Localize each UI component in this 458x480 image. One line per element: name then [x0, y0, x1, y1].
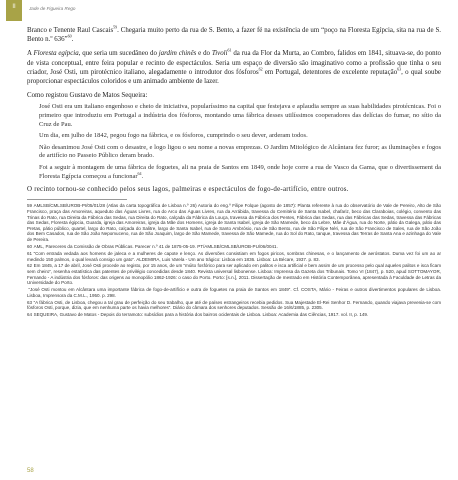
- footnote-text: SEQUEIRA, Gustavo de Matos - Depois do terramoto: subsídios para a história dos bairros ocidentais de Lisboa. Lisboa: Academia das Ciências, 1917. vol. II, p. 149.: [33, 312, 369, 318]
- quote-paragraph-3: Não desanimou José Osti com o desastre, e logo ligou o seu nome a novas emprezas. O Jardim Mitológico de Alcântara fez furor; as iluminações e fogos de artifício no Passeio Público deram brado.: [39, 143, 441, 160]
- p2-text-a: A: [27, 50, 34, 58]
- footnote-text: “Com entrada vedada aos homens de jaleca e a mulheres de capote e lenço. As diversões consistiam em fogos piricos, sombras chinesas, e o lançamento de aeróstatos. Duma vez foi um ao ar medindo 150 palmos, o qual levará consigo um gato”. ALDEMIRA, Luis Varela - Um ano trágico: Lisboa em 1836. Lisboa: La Bécare, 1937. p. 83.: [27, 250, 441, 262]
- footnote-text: AMLSB/CMLSB/UROB-PI/05/01/28 (Atlas da carta topográfica de Lisboa n.º 26) Autoria do eng.º Filipe Folque (agosto de 1857): Planta referente à rua do observatório de Vale de Pereiro, Alto de São Francisco, praça das Amoreiras, aqueduto das Águas Livres, rua do Arco das Águas Livres, rua da Arrábida, travessa do Cemitério de Santa Isabel, chafariz, beco das Claraboias, colégio, convento das Trinas do Rato, rua Direita da Fábrica das Sedas, rua Direita do Rato, calçada da Fábrica da Louça, travessa da Fábrica dos Pentes, Fábrica das Sedas, rua das Fábricas das Sedas, travessa das Fábricas das Sedas, Floresta égipcia, Guarda, igreja das Amoreiras, igreja da Mãe dos Homens, igreja de Santa Isabel, igreja de São Mamede, beco da Lebre, Mãe d’Água, rua do Norte, pátio da Galega, pátio das Pretas, pátio público, quartel, largo do Rato, calçada do Salitre, largo de Santa Isabel, rua de Santo Ambrósio, rua de São Bento, rua de São Filipe Néri, rua de São Francisco de Sales, rua de São João dos Bem Casados, rua de São João Nepomuceno, rua de São Joaquim, largo de São Mamede, travessa de São Mamede, rua do Sol do Rato, tanque, travessa das Terras de Santa Ana e azinhaga do Vale de Pereira.: [27, 203, 441, 242]
- footnote-number: 62: [27, 263, 33, 269]
- footnote-number: 59: [27, 203, 33, 209]
- footnote-text: Em 1845, a 17 de abril, José Osti procede ao registo, por 15 anos, de um “múito fosfórico para ser aplicado em palitos e isca artificial e bem assim de um processo pelo qual aqueles palitos e isca ficam sem cheiro”, resenha estatística das patentes de privilégio concedidas desde 1840. Revista universal lisbonense. Lisboa: Imprensa da Gazeta dos Tribunais. Tomo VI (1847), p. 520, apud SOTTOMAYOR, Fernando - A indústria dos fósforos: das origens ao monopólio 1862-1926: o caso do Porto. Porto: [s.n.], 2011. Dissertação de mestrado em História Contemporânea, apresentada à Faculdade de Letras da Universidade do Porto.: [27, 263, 441, 286]
- footnote-text: “José Osti montou em Alcântara uma importante fábrica de fogo-de-artifício e outra de foguetes na praia de Santos em 1849”. Cf. COSTA, Mário - Feiras e outros divertimentos populares de Lisboa. Lisboa, Imprensora da C.M.L., 1950. p. 298.: [27, 287, 441, 298]
- footnote-60: [27, 244, 441, 250]
- p2-text-c: e do: [196, 50, 212, 58]
- quote-4-end: .: [141, 172, 144, 180]
- paragraph-2: [27, 49, 441, 86]
- chapter-tab: [6, 0, 22, 21]
- footnote-number: 63: [27, 299, 33, 305]
- p2-text-e: em Portugal, detentores de excelente reputação: [262, 68, 398, 76]
- footnote-62-continued: [27, 287, 441, 298]
- footnote-number: 61: [27, 250, 33, 256]
- paragraph-4: O recinto tornou-se conhecido pelos seus lagos, palmeiras e espectáculos de fogo-de-artifício, entre outros.: [27, 186, 349, 194]
- footnote-59: [27, 203, 441, 242]
- page-header: [0, 0, 458, 20]
- p2-text-f: , o qual soube proporcionar espectáculos coloridos e um animado ambiente de lazer.: [27, 68, 441, 86]
- footnote-ref-64[interactable]: 64: [137, 170, 142, 176]
- p2-text-b: , que seria um sucedâneo do: [78, 50, 159, 58]
- p2-floresta-egipcia: Floresta egípcia: [33, 50, 79, 58]
- footnote-ref-59[interactable]: 59: [113, 24, 118, 30]
- footnote-ref-60[interactable]: 60: [67, 33, 72, 39]
- footnote-number: 60: [27, 243, 33, 249]
- page-number: 58: [27, 468, 34, 474]
- footnote-text: “A fábrica Osti, de Lisboa, chegou a tal grau de perfeição do seu trabalho, que até de países estrangeiros recebia pedidos. Sua Majestade El-Rei Senhor D. Fernando, quando viajava prevenia-se com fósforos Osti, porque, dizia, que em nenhuma parte os havia melhores”. Diário do câmara dos senhores deputados. Sessão de 16/6/1885, p. 2305.: [27, 299, 441, 311]
- page-content: [27, 26, 441, 319]
- chapter-tab-label: II: [12, 4, 16, 10]
- quote-paragraph-2: Um dia, em julho de 1842, pegou fogo na fábrica, e os fósforos, cumprindo o seu dever, arderam todos.: [39, 132, 308, 140]
- footnote-64: [27, 312, 441, 318]
- paragraph-1-text: Branco e Tenente Raul Cascais: [27, 27, 114, 34]
- paragraph-3: Como registou Gustavo de Matos Sequeira:: [27, 92, 148, 100]
- footnote-number: 64: [27, 312, 33, 318]
- quote-4-text: Foi a seguir à montagem de uma fábrica de foguetes, ali na praia de Santos em 1849, onde hoje corre a rua de Vasco da Gama, que o divertissement da Floresta Egípcia começou a funcionar: [39, 163, 441, 180]
- footnote-63: [27, 300, 441, 311]
- paragraph-1-text-b: . Chegaria muito perto da rua de S. Bento, a fazer fé na existência de um “poço na Floresta Egípcia, sita na rua de S. Bento n.º 636”: [27, 27, 441, 44]
- p2-jardim-chines: jardim chinês: [158, 50, 197, 58]
- footnotes: [27, 203, 441, 318]
- footnote-ref-61[interactable]: 61: [227, 48, 232, 54]
- footnote-text: AML, Pareceres da Comissão de Obras Públicas. Parecer n.º 41 de 1875-05-19. PT/AMLSB/CMLSB/UROB-PU/06/0041.: [33, 243, 278, 249]
- running-head: Jade de Figueira Rego: [29, 6, 76, 11]
- footnote-ref-62[interactable]: 62: [258, 66, 263, 72]
- footnote-62: [27, 263, 441, 285]
- quote-paragraph-4: [39, 164, 441, 181]
- p2-tivoli: Tivoli: [211, 50, 228, 58]
- paragraph-1: [27, 26, 441, 44]
- footnote-divider: [27, 199, 127, 200]
- footnote-ref-63[interactable]: 63: [397, 66, 402, 72]
- paragraph-1-end: .: [71, 36, 74, 44]
- footnote-61: [27, 251, 441, 262]
- quote-paragraph-1: José Osti era um italiano engenhoso e cheio de iniciativa, popularíssimo na capital que festejava e aplaudia sempre as suas habilidades pirotécnicas. Foi o primeiro que introduziu em Portugal a indústria dos fósforos, montando uma fábrica desses utilíssimos cooperadores das delícias do fumar, no sítio da Cruz de Pau.: [39, 103, 441, 128]
- block-quote: [27, 103, 441, 181]
- p2-text-d: da rua da Flor da Murta, ao Combro, falidos em 1841, situava-se, do ponto de vista conceptual, entre feira popular e recinto de espectáculos. Seria um espaço de diversão são imaginativo como a profissão que tinha o seu criador, José Osti, um pirotécnico italiano, alegadamente o introdutor dos fósforos: [27, 50, 441, 76]
